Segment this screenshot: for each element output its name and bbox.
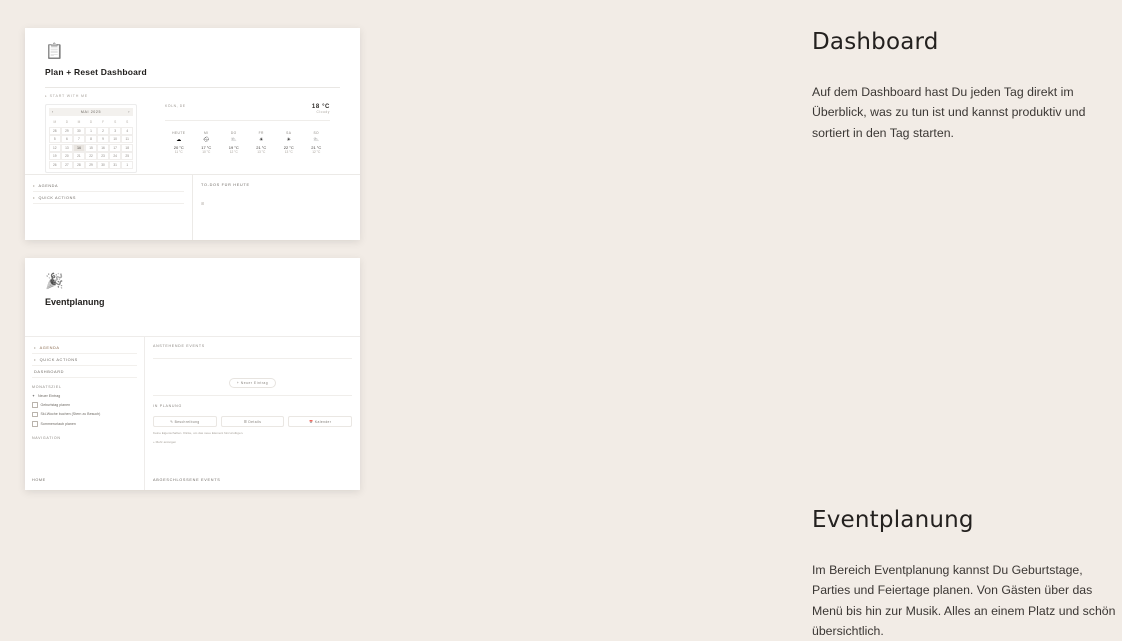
calendar-day[interactable]: 30: [73, 127, 85, 135]
checklist-item-label: Sommerurlaub planen: [40, 421, 76, 426]
dashboard-bottom-columns: [25, 174, 360, 240]
calendar-day[interactable]: 11: [121, 135, 133, 143]
divider: [165, 120, 330, 121]
calendar-day[interactable]: 22: [85, 152, 97, 160]
section-eventplanung: [0, 250, 1116, 638]
calendar-dow: M: [53, 120, 57, 124]
chip-details[interactable]: [221, 416, 285, 427]
calendar-day[interactable]: 3: [109, 127, 121, 135]
weather-temperature: 18 °C: [311, 104, 330, 110]
new-entry-button[interactable]: + Neuer Eintrag: [229, 378, 276, 388]
eventplanung-heading: Eventplanung: [812, 507, 974, 533]
calendar-dow: S: [126, 120, 129, 124]
divider: [153, 395, 352, 396]
checkbox-icon[interactable]: [32, 412, 38, 418]
calendar-day[interactable]: 19: [49, 152, 61, 160]
calendar-day[interactable]: 20: [61, 152, 73, 160]
calendar-day[interactable]: 16: [97, 144, 109, 152]
party-popper-icon: 🎉: [45, 273, 64, 290]
property-chips: [153, 416, 352, 427]
todos-column: [192, 175, 360, 240]
partly-cloudy-icon: ⛅: [313, 137, 320, 143]
weather-day: [193, 131, 221, 154]
monatsziel-label: MONATSZIEL: [32, 385, 62, 389]
eventplanung-main: [145, 337, 360, 490]
weather-day-high: 17 °C: [201, 145, 212, 150]
weather-day-high: 20 °C: [173, 145, 184, 150]
divider: [153, 358, 352, 359]
chip-label: Details: [248, 419, 262, 424]
partly-cloudy-icon: ⛅: [230, 137, 237, 143]
calendar-day[interactable]: 25: [121, 152, 133, 160]
rain-icon: 🌧: [203, 137, 210, 143]
sidebar-item-dashboard[interactable]: DASHBOARD: [32, 366, 137, 378]
weather-day-low: 12 °C: [229, 150, 238, 154]
chevron-right-icon: ▸: [45, 94, 48, 98]
chevron-right-icon: ▸: [34, 357, 37, 362]
weather-day: [275, 131, 303, 154]
eventplanung-paragraph: Im Bereich Eventplanung kannst Du Geburtstage, Parties und Feiertage planen. Von Gästen über das Menü bis hin zur Musik. Alles an einem Platz und schön übersichtlich.: [812, 563, 1116, 638]
todos-header: TO-DOS FÜR HEUTE: [201, 183, 250, 187]
calendar-day[interactable]: 15: [85, 144, 97, 152]
calendar-day[interactable]: 9: [97, 135, 109, 143]
calendar-day[interactable]: 12: [49, 144, 61, 152]
eventplanung-screenshot[interactable]: [25, 258, 360, 490]
chip-label: Kalender: [314, 419, 332, 424]
calendar-day[interactable]: 31: [109, 161, 121, 169]
dashboard-copy: [400, 0, 1086, 250]
weather-day-low: 13 °C: [284, 150, 293, 154]
chip-kalender[interactable]: [288, 416, 352, 427]
chip-label: Beschreibung: [174, 419, 200, 424]
eventplanung-page-title: Eventplanung: [45, 297, 105, 307]
weather-widget: [165, 104, 330, 154]
completed-events-label: ABGESCHLOSSENE EVENTS: [153, 478, 221, 482]
calendar-dow: M: [77, 120, 81, 124]
weather-day-high: 19 °C: [228, 145, 239, 150]
eventplanung-screenshot-wrap: [0, 250, 400, 500]
sidebar-item-quick-actions[interactable]: ▸ QUICK ACTIONS: [32, 354, 137, 366]
calendar-dow: S: [114, 120, 117, 124]
dashboard-screenshot[interactable]: [25, 28, 360, 240]
chip-beschreibung[interactable]: [153, 416, 217, 427]
calendar-widget[interactable]: [45, 104, 137, 173]
weather-day: [220, 131, 248, 154]
checklist-item-label: Ski-Woche buchen (Stern zu Besuch): [40, 412, 101, 417]
toggle-quick-actions[interactable]: ▸ QUICK ACTIONS: [33, 192, 184, 204]
clipboard-icon: 📋: [45, 43, 64, 60]
checklist-item-label: Geburtstag planen: [40, 402, 71, 407]
dashboard-page-title: Plan + Reset Dashboard: [45, 67, 147, 77]
calendar-dow: D: [65, 120, 68, 124]
calendar-day[interactable]: 13: [61, 144, 73, 152]
navigation-label: NAVIGATION: [32, 435, 61, 440]
chevron-right-icon: ▸: [34, 345, 37, 350]
dashboard-heading: Dashboard: [812, 29, 939, 55]
eventplanung-sidebar: [25, 337, 145, 490]
dashboard-screenshot-wrap: [0, 0, 400, 250]
weather-day: [303, 131, 331, 154]
calendar-day[interactable]: 1: [85, 127, 97, 135]
weather-day-low: 10 °C: [202, 150, 211, 154]
weather-day-low: 11 °C: [174, 150, 183, 154]
sidebar-item-agenda[interactable]: ▸ AGENDA: [32, 342, 137, 354]
calendar-day[interactable]: 10: [109, 135, 121, 143]
cloud-icon: ☁: [176, 137, 182, 143]
checkbox-icon[interactable]: [32, 402, 38, 408]
weather-day-label: SO: [313, 131, 320, 135]
checklist-item-label: Neuer Eintrag: [38, 394, 61, 398]
calendar-day[interactable]: 17: [109, 144, 121, 152]
checklist-item[interactable]: [32, 392, 137, 400]
eventplanung-panes: [25, 336, 360, 490]
upcoming-events-label: ANSTEHENDE EVENTS: [153, 344, 205, 348]
weather-day-low: 13 °C: [257, 150, 266, 154]
weather-day: [248, 131, 276, 154]
calendar-day[interactable]: 28: [49, 127, 61, 135]
calendar-day[interactable]: 24: [109, 152, 121, 160]
weather-day-label: MI: [204, 131, 209, 135]
checkbox-icon[interactable]: [32, 421, 38, 427]
calendar-day[interactable]: 8: [85, 135, 97, 143]
calendar-day[interactable]: 5: [49, 135, 61, 143]
calendar-day[interactable]: 4: [121, 127, 133, 135]
weather-day-high: 22 °C: [283, 145, 294, 150]
sidebar-home-item[interactable]: HOME: [32, 478, 46, 482]
calendar-day[interactable]: 28: [73, 161, 85, 169]
calendar-dow: D: [89, 120, 93, 124]
calendar-month-label: MAI 2025: [80, 110, 102, 114]
weather-forecast-row: [165, 131, 330, 154]
dashboard-doc: [25, 28, 360, 240]
weather-day-label: HEUTE: [172, 131, 186, 135]
list-icon: ☰: [243, 419, 248, 424]
sun-icon: ☀: [286, 137, 291, 143]
toggle-agenda[interactable]: ▸ AGENDA: [33, 180, 184, 192]
checklist-item[interactable]: [32, 410, 137, 420]
checklist-item[interactable]: [32, 400, 137, 410]
calendar-day[interactable]: 29: [61, 127, 73, 135]
weather-day-label: DO: [230, 131, 237, 135]
eventplanung-copy: [400, 250, 1116, 638]
weather-day-label: FR: [258, 131, 264, 135]
calendar-day[interactable]: 2: [97, 127, 109, 135]
start-with-me-caption: ▸ START WITH ME: [45, 94, 88, 98]
calendar-day[interactable]: 18: [121, 144, 133, 152]
calendar-day[interactable]: 23: [97, 152, 109, 160]
calendar-day[interactable]: 26: [49, 161, 61, 169]
pencil-icon: ✎: [170, 419, 174, 424]
weather-day-high: 21 °C: [311, 145, 322, 150]
show-more-link[interactable]: + Mehr anzeigen: [153, 439, 177, 444]
chevron-right-icon: ▸: [33, 196, 36, 200]
calendar-day[interactable]: 27: [61, 161, 73, 169]
calendar-grid[interactable]: [49, 118, 133, 169]
calendar-day[interactable]: 6: [61, 135, 73, 143]
grid-icon[interactable]: ⊞: [201, 201, 205, 206]
calendar-day[interactable]: 21: [73, 152, 85, 160]
weather-day-low: 12 °C: [312, 150, 321, 154]
sun-icon: ☀: [259, 137, 264, 143]
eventplanung-doc-body: [25, 258, 360, 307]
star-icon: ✦: [32, 394, 36, 398]
dashboard-paragraph: Auf dem Dashboard hast Du jeden Tag direkt im Überblick, was zu tun ist und kannst produktiv und sortiert in den Tag starten.: [812, 85, 1086, 140]
weather-current: [312, 104, 330, 114]
calendar-header: [49, 108, 133, 116]
checklist-item[interactable]: [32, 419, 137, 429]
weather-location: KÖLN, DE: [165, 104, 186, 108]
calendar-prev-button[interactable]: ‹: [52, 110, 54, 114]
calendar-day[interactable]: 29: [85, 161, 97, 169]
eventplanung-doc: [25, 258, 360, 490]
chevron-right-icon: ▸: [33, 184, 36, 188]
weather-header: [165, 104, 330, 114]
calendar-day[interactable]: 30: [97, 161, 109, 169]
weather-day-label: SA: [286, 131, 292, 135]
calendar-dow: F: [102, 120, 105, 124]
calendar-day[interactable]: 1: [121, 161, 133, 169]
weather-condition: Cloudy: [316, 110, 330, 114]
section-dashboard: [0, 0, 1086, 250]
calendar-next-button[interactable]: ›: [128, 110, 130, 114]
calendar-day-today[interactable]: 14: [73, 144, 85, 152]
divider: [45, 87, 340, 88]
agenda-column: [25, 175, 192, 240]
in-planning-label: IN PLANUNG: [153, 404, 182, 408]
weather-day-high: 21 °C: [256, 145, 267, 150]
calendar-day[interactable]: 7: [73, 135, 85, 143]
empty-state: [153, 371, 352, 389]
weather-day: [165, 131, 193, 154]
calendar-icon: 📅: [309, 419, 314, 424]
empty-properties-note: Keine Eigenschaften. Klicke, um das neue Element hinzuzufügen.: [153, 431, 244, 435]
